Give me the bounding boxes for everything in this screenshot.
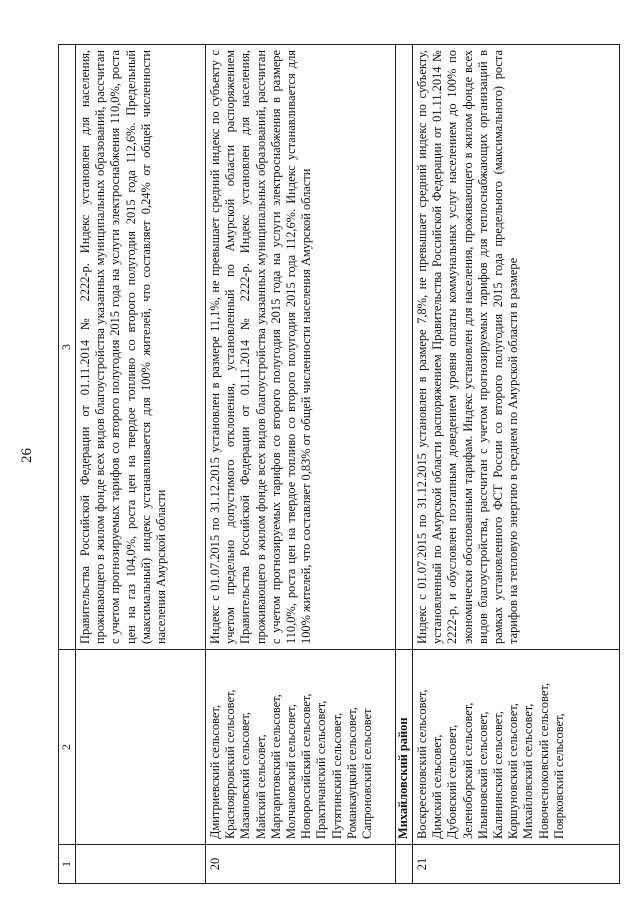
index-description: Индекс с 01.07.2015 по 31.12.2015 установлен в размере 7,8%, не превышает средний индекс по субъекту, установленный по Амурской области распоряжением Правительства Российской Федерации от 01.11.2014 № 2222-р, и обусловлен поэтапным доведением уровня оплаты коммунальных услуг населением до 100% по экономически обоснованным тарифам. Индекс установлен для населения, проживающего в жилом фонде всех видов благоустройства, рассчитан с учетом прогнозируемых тарифов для теплоснабжающих организаций в рамках установленного ФСТ России со второго полугодия 2015 года предельного (максимального) роста тарифов на тепловую энергию в среднем по Амурской области в размере bbox=[413, 45, 620, 650]
council-name: Дубовский сельсовет, bbox=[445, 724, 460, 839]
row-number: 20 bbox=[206, 845, 396, 884]
description-cell bbox=[396, 45, 413, 650]
council-name: Дмитриевский сельсовет, bbox=[208, 704, 222, 839]
council-name: Красноярровский сельсовет, bbox=[223, 689, 238, 839]
column-number-3: 3 bbox=[59, 45, 76, 650]
council-name: Воскресеновский сельсовет, bbox=[415, 689, 429, 839]
table-row bbox=[413, 45, 620, 884]
document-page bbox=[58, 44, 620, 884]
council-name: Сапроновский сельсовет bbox=[360, 708, 375, 839]
council-name: Новороссийский сельсовет, bbox=[299, 693, 314, 839]
council-name: Молчановский сельсовет, bbox=[284, 704, 299, 839]
index-description: Индекс с 01.07.2015 по 31.12.2015 установлен в размере 11,1%, не превышает средний индекс по субъекту с учетом предельно допустимого отклонения, установленный по Амурской области распоряжением Правительства Российской Федерации от 01.11.2014 № 2222-р. Индекс установлен для населения, проживающего в жилом фонде всех видов благоустройства указанных муниципальных образований, рассчитан с учетом прогнозируемых тарифов со второго полугодия 2015 года на услуги электроснабжения в размере 110,0%, роста цен на твердое топливо со второго полугодия 2015 года 112,6%. Индекс устанавливается для 100% жителей, что составляет 0,83% от общей численности населения Амурской области bbox=[206, 45, 396, 650]
council-name: Майский сельсовет, bbox=[253, 734, 268, 839]
council-name: Ильиновский сельсовет, bbox=[475, 711, 490, 839]
row-number-cell bbox=[396, 845, 413, 884]
municipality-list bbox=[206, 650, 396, 845]
table-row bbox=[76, 45, 206, 884]
council-name: Калининский сельсовет, bbox=[491, 711, 506, 839]
council-name: Практичанский сельсовет, bbox=[314, 700, 329, 839]
index-description: Правительства Российской Федерации от 01.11.2014 № 2222-р. Индекс установлен для населения, проживающего в жилом фонде всех видов благоустройства указанных муниципальных образований, рассчитан с учетом прогнозируемых тарифов со второго полугодия 2015 года на услуги электроснабжения 110,0%, роста цен на газ 104,0%, роста цен на твердое топливо со второго полугодия 2015 года 112,6%. Предельный (максимальный) индекс устанавливается для 100% жителей, что составляет 0,24% от общей численности населения Амурской области bbox=[76, 45, 206, 650]
district-name: Михайловский район bbox=[396, 650, 413, 845]
council-name: Романкауцкий сельсовет, bbox=[344, 707, 359, 839]
column-number-2: 2 bbox=[59, 650, 76, 845]
index-table bbox=[58, 44, 620, 884]
row-number: 21 bbox=[413, 845, 620, 884]
council-name: Михайловский сельсовет, bbox=[521, 703, 536, 839]
council-name: Димский сельсовет, bbox=[430, 734, 445, 839]
column-number-1: 1 bbox=[59, 845, 76, 884]
table-row bbox=[206, 45, 396, 884]
council-name: Коршуновский сельсовет, bbox=[506, 703, 521, 839]
column-number-row bbox=[59, 45, 76, 884]
council-name: Маргаритовский сельсовет, bbox=[268, 694, 283, 839]
row-number-cell bbox=[76, 845, 206, 884]
page-number: 26 bbox=[19, 448, 35, 463]
council-name: Поярковский сельсовет, bbox=[551, 713, 566, 839]
municipality-list bbox=[413, 650, 620, 845]
council-name: Новочесноковский сельсовет, bbox=[536, 683, 551, 839]
council-name: Путятинский сельсовет, bbox=[329, 712, 344, 839]
council-name: Зеленоборский сельсовет, bbox=[460, 702, 475, 839]
district-row bbox=[396, 45, 413, 884]
municipality-cell bbox=[76, 650, 206, 845]
council-name: Мазановский сельсовет, bbox=[238, 712, 253, 839]
